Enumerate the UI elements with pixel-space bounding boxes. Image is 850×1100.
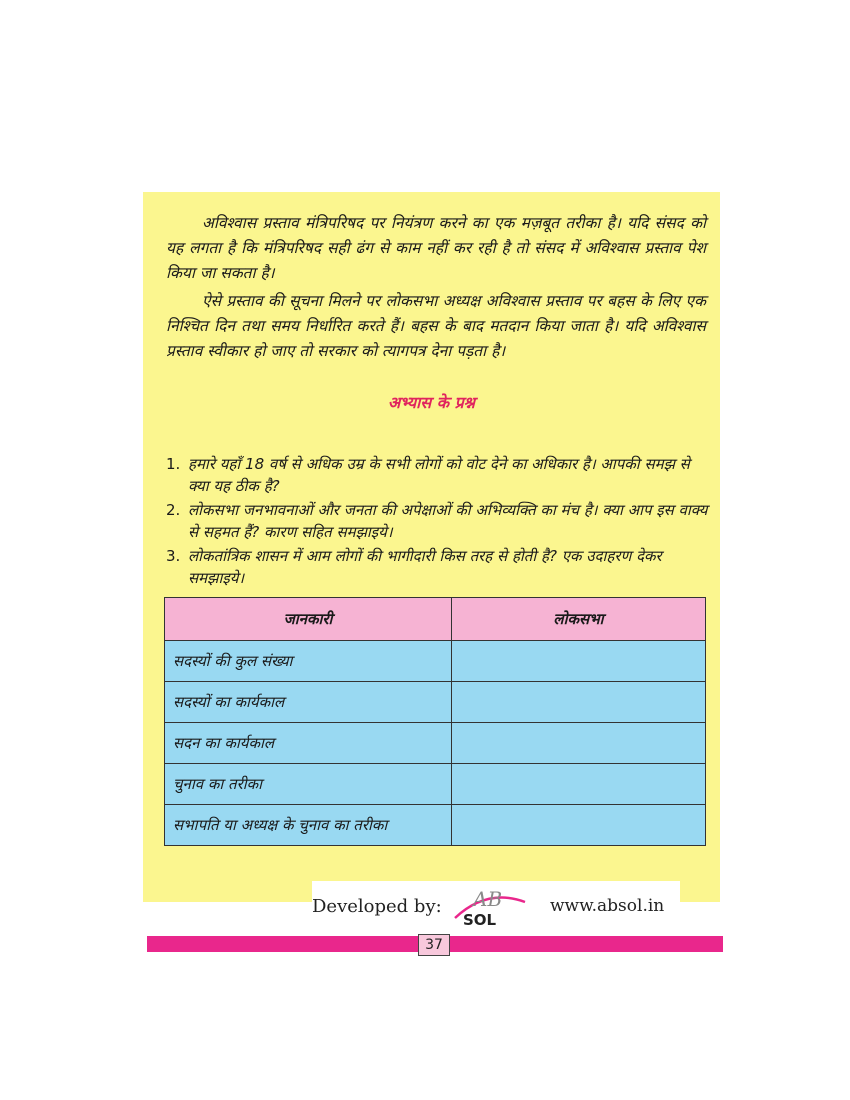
logo-top-text: AB (473, 887, 503, 911)
table-header-row (165, 598, 706, 641)
table-row (165, 682, 706, 723)
question-item: 2. लोकसभा जनभावनाओं और जनता की अपेक्षाओं की अभिव्यक्ति का मंच है। क्या आप इस वाक्य से सहमत हैं? कारण सहित समझाइये। (166, 501, 708, 541)
table-cell-label: सभापति या अध्यक्ष के चुनाव का तरीका (165, 805, 452, 846)
question-list (166, 453, 711, 591)
logo-bottom-text: SOL (463, 911, 497, 928)
table-cell-label: सदस्यों का कार्यकाल (165, 682, 452, 723)
table-header-loksabha: लोकसभा (452, 598, 706, 641)
paragraph-speaker-debate (166, 289, 706, 364)
table-cell-answer (452, 805, 706, 846)
website-text: www.absol.in (550, 896, 665, 916)
developed-by-text: Developed by: (312, 896, 442, 917)
table-row (165, 805, 706, 846)
table-row (165, 723, 706, 764)
table-cell-answer (452, 764, 706, 805)
question-item: 3. लोकतांत्रिक शासन में आम लोगों की भागीदारी किस तरह से होती है? एक उदाहरण देकर समझाइये। (166, 547, 662, 587)
table-cell-answer (452, 641, 706, 682)
table-cell-answer (452, 682, 706, 723)
absol-logo-icon (447, 884, 537, 928)
paragraph-no-confidence (166, 211, 706, 286)
section-heading: अभ्यास के प्रश्न (388, 393, 475, 412)
table-cell-label: सदस्यों की कुल संख्या (165, 641, 452, 682)
info-table (164, 597, 706, 846)
paragraph-text: अविश्वास प्रस्ताव मंत्रिपरिषद पर नियंत्रण करने का एक मज़बूत तरीका है। यदि संसद को यह लगता है कि मंत्रिपरिषद सही ढंग से काम नहीं कर रही है तो संसद में अविश्वास प्रस्ताव पेश किया जा सकता है। (166, 214, 706, 282)
page-number: 37 (418, 934, 450, 956)
table-header-info: जानकारी (165, 598, 452, 641)
table-row (165, 764, 706, 805)
table-row (165, 641, 706, 682)
question-item: 1. हमारे यहाँ 18 वर्ष से अधिक उम्र के सभी लोगों को वोट देने का अधिकार है। आपकी समझ से क्या यह ठीक है? (166, 455, 690, 495)
table-cell-answer (452, 723, 706, 764)
developer-credit (312, 881, 680, 931)
table-cell-label: सदन का कार्यकाल (165, 723, 452, 764)
paragraph-text: ऐसे प्रस्ताव की सूचना मिलने पर लोकसभा अध्यक्ष अविश्वास प्रस्ताव पर बहस के लिए एक निश्चित दिन तथा समय निर्धारित करते हैं। बहस के बाद मतदान किया जाता है। यदि अविश्वास प्रस्ताव स्वीकार हो जाए तो सरकार को त्यागपत्र देना पड़ता है। (166, 292, 706, 360)
table-cell-label: चुनाव का तरीका (165, 764, 452, 805)
